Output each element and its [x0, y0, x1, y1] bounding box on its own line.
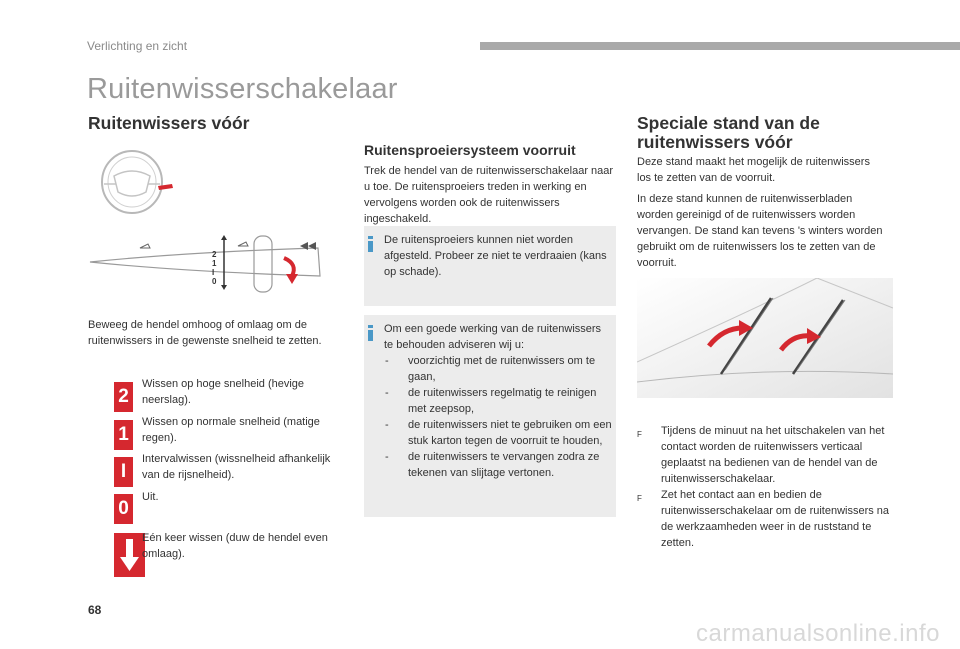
stalk-label-2: 2 — [212, 250, 217, 259]
list-item: - de ruitenwissers regelmatig te reinigen met zeepsop, — [384, 385, 612, 417]
intermittent-badge: I — [114, 457, 133, 487]
single-wipe-text: Eén keer wissen (duw de hendel even omlaag). — [142, 532, 328, 560]
page-number: 68 — [88, 603, 102, 617]
down-arrow-icon — [114, 533, 145, 577]
front-wipers-instruction: Beweeg de hendel omhoog of omlaag om de ruitenwissers in de gewenste snelheid te zetten. — [88, 319, 322, 347]
list-item: F Tijdens de minuut na het uitschakelen van het contact worden de ruitenwissers verticaal geplaatst na bedienen van de hendel van de ruitenwisserschakelaar. — [637, 425, 885, 485]
info-icon — [368, 236, 373, 250]
washer-note-1 — [364, 226, 616, 306]
steering-wheel-illustration — [96, 148, 176, 216]
heading-line-2: ruitenwissers vóór — [637, 132, 793, 152]
page-title: Ruitenwisserschakelaar — [87, 73, 398, 105]
off-badge: 0 — [114, 494, 133, 524]
list-item: F Zet het contact aan en bedien de ruitenwisserschakelaar om de ruitenwissers na de werkzaamheden weer in de ruststand te zetten. — [637, 489, 890, 549]
heading-line-1: Speciale stand van de — [637, 113, 820, 133]
windscreen-wipers-illustration — [637, 278, 893, 398]
special-position-details: In deze stand kunnen de ruitenwisserbladen worden gereinigd of de ruitenwissers worden vervangen. De stand kan tevens 's winters worden gebruikt om de ruitenwissers los te zetten van de voorruit. — [637, 193, 883, 269]
off-text: Uit. — [142, 491, 159, 503]
list-item: - voorzichtig met de ruitenwissers om te gaan, — [384, 353, 612, 385]
speed-1-text: Wissen op normale snelheid (matige regen). — [142, 416, 320, 444]
stalk-label-i: I — [212, 268, 215, 277]
single-wipe-badge — [114, 533, 145, 577]
bullet-marker: F — [637, 494, 642, 503]
running-header: Verlichting en zicht — [87, 39, 188, 53]
section-heading-special-position — [637, 114, 897, 152]
washer-note-1-text: De ruitensproeiers kunnen niet worden afgesteld. Probeer ze niet te verdraaien (kans op schade). — [384, 234, 607, 278]
special-position-steps — [637, 423, 891, 551]
list-item: - de ruitenwissers te vervangen zodra ze tekenen van slijtage vertonen. — [384, 449, 612, 481]
washer-note-2 — [364, 315, 616, 517]
washer-text: Trek de hendel van de ruitenwisserschakelaar naar u toe. De ruitensproeiers treden in werking en vervolgens worden ook de ruitenwissers ingeschakeld. — [364, 165, 614, 225]
special-position-intro: Deze stand maakt het mogelijk de ruitenwissers los te zetten van de voorruit. — [637, 156, 870, 184]
speed-1-badge: 1 — [114, 420, 133, 450]
header-bar — [480, 42, 960, 50]
speed-2-text: Wissen op hoge snelheid (hevige neerslag). — [142, 378, 305, 406]
intermittent-text: Intervalwissen (wissnelheid afhankelijk van de rijsnelheid). — [142, 453, 331, 481]
stalk-label-0: 0 — [212, 277, 217, 286]
bullet-marker: F — [637, 430, 642, 439]
list-item: - de ruitenwissers niet te gebruiken om een stuk karton tegen de voorruit te houden, — [384, 417, 612, 449]
section-heading-front-wipers: Ruitenwissers vóór — [88, 113, 250, 133]
watermark: carmanualsonline.info — [696, 620, 940, 647]
wiper-stalk-illustration — [88, 232, 328, 296]
care-advice-list — [384, 353, 612, 481]
info-icon — [368, 325, 373, 339]
stalk-label-1: 1 — [212, 259, 217, 268]
washer-note-2-intro: Om een goede werking van de ruitenwissers te behouden adviseren wij u: — [384, 323, 602, 351]
section-heading-washer: Ruitensproeiersysteem voorruit — [364, 142, 576, 158]
speed-2-badge: 2 — [114, 382, 133, 412]
